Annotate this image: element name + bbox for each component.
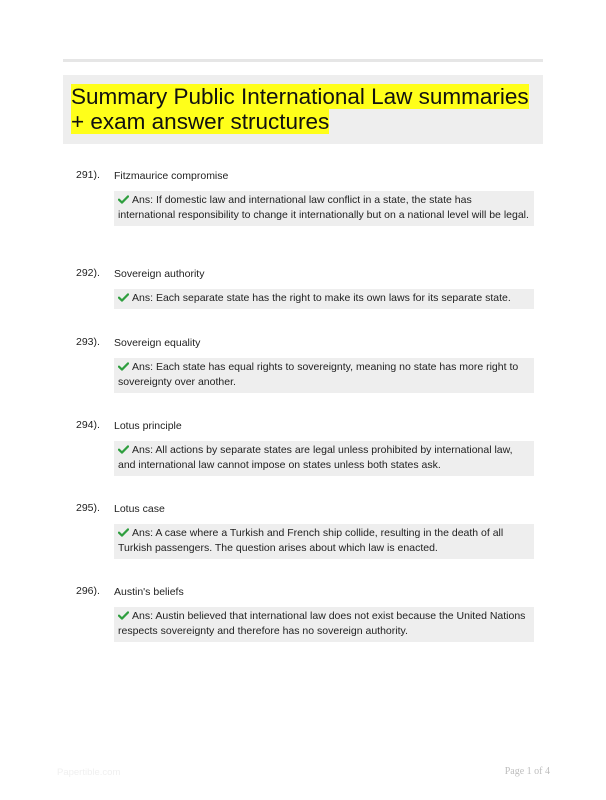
checkmark-icon bbox=[118, 195, 129, 204]
answer-box bbox=[114, 289, 534, 309]
footer-watermark: Papertible.com bbox=[57, 767, 121, 778]
answer-prefix: Ans: bbox=[132, 361, 154, 373]
question-text: Lotus principle bbox=[114, 420, 182, 432]
answer-prefix: Ans: bbox=[132, 610, 154, 622]
question-number: 292). bbox=[76, 267, 100, 279]
question-number: 291). bbox=[76, 169, 100, 181]
answer-text: A case where a Turkish and French ship collide, resulting in the death of all Turkish passengers. The question arises about which law is enacted. bbox=[118, 527, 504, 554]
checkmark-icon bbox=[118, 445, 129, 454]
document-title: Summary Public International Law summaries + exam answer structures bbox=[71, 84, 529, 134]
checkmark-icon bbox=[118, 293, 129, 302]
question-number: 295). bbox=[76, 502, 100, 514]
question-text: Sovereign authority bbox=[114, 268, 205, 280]
question-text: Sovereign equality bbox=[114, 337, 201, 349]
answer-text: Austin believed that international law does not exist because the United Nations respects sovereignty and therefore has no sovereign authority. bbox=[118, 610, 526, 637]
question-text: Lotus case bbox=[114, 503, 165, 515]
answer-box bbox=[114, 191, 534, 226]
question-number: 293). bbox=[76, 336, 100, 348]
answer-text: If domestic law and international law conflict in a state, the state has international responsibility to change it internationally but on a national level will be legal. bbox=[118, 194, 529, 221]
answer-box bbox=[114, 524, 534, 559]
question-number: 294). bbox=[76, 419, 100, 431]
answer-text: Each separate state has the right to make its own laws for its separate state. bbox=[155, 292, 511, 304]
answer-prefix: Ans: bbox=[132, 292, 154, 304]
answer-text: Each state has equal rights to sovereignty, meaning no state has more right to sovereignty over another. bbox=[118, 361, 519, 388]
answer-prefix: Ans: bbox=[132, 194, 154, 206]
checkmark-icon bbox=[118, 611, 129, 620]
question-text: Austin's beliefs bbox=[114, 586, 184, 598]
answer-prefix: Ans: bbox=[132, 444, 154, 456]
question-number: 296). bbox=[76, 585, 100, 597]
checkmark-icon bbox=[118, 528, 129, 537]
answer-box bbox=[114, 358, 534, 393]
answer-text: All actions by separate states are legal unless prohibited by international law, and international law cannot impose on states unless both states ask. bbox=[118, 444, 513, 471]
checkmark-icon bbox=[118, 362, 129, 371]
page-indicator: Page 1 of 4 bbox=[504, 766, 550, 777]
title-banner bbox=[63, 75, 543, 144]
answer-box bbox=[114, 607, 534, 642]
answer-box bbox=[114, 441, 534, 476]
question-text: Fitzmaurice compromise bbox=[114, 170, 229, 182]
top-divider bbox=[63, 59, 543, 62]
answer-prefix: Ans: bbox=[132, 527, 154, 539]
